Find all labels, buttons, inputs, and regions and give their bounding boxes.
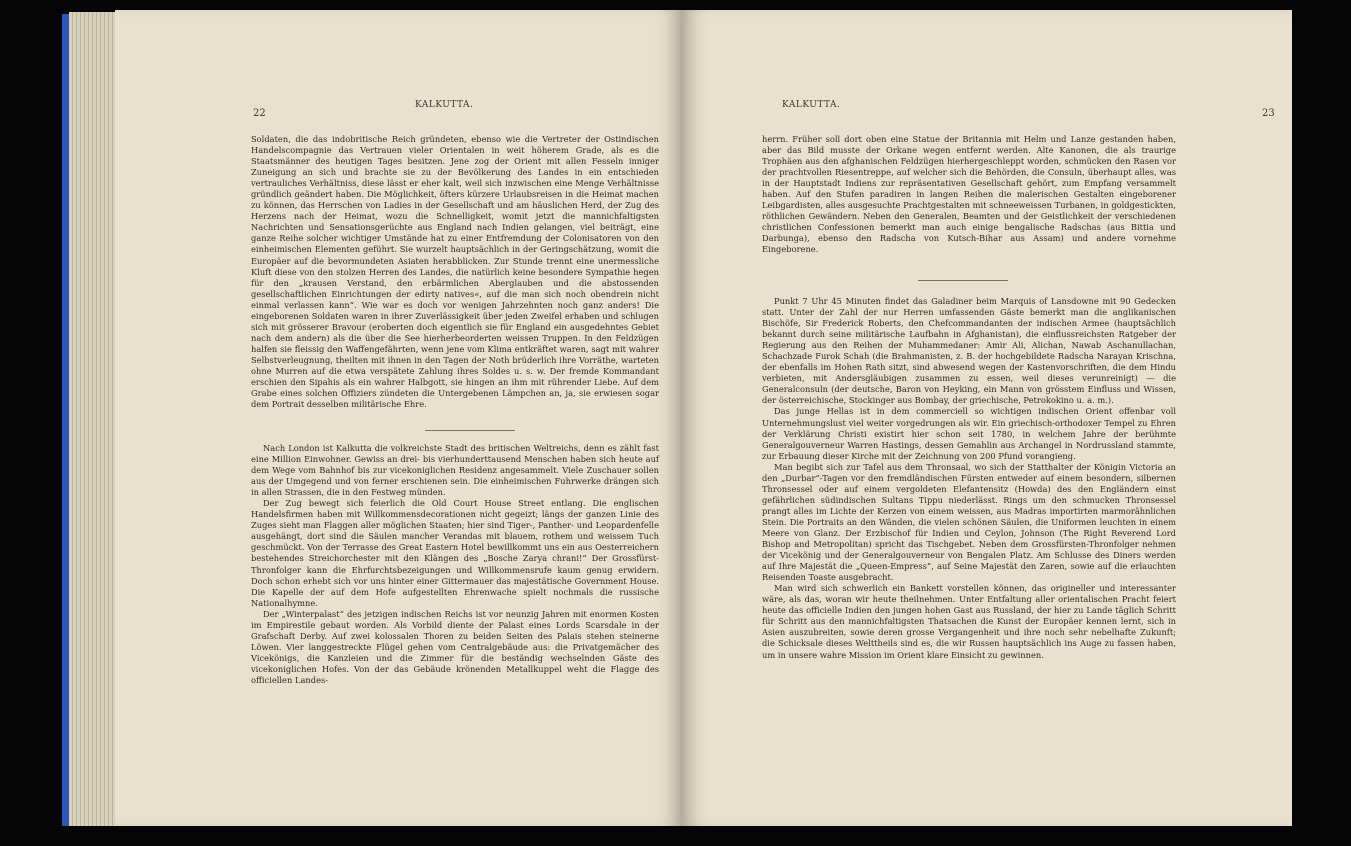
page-number: 23 <box>1262 108 1275 119</box>
left-page <box>115 10 682 826</box>
running-head: KALKUTTA. <box>415 100 474 110</box>
paragraph: Der „Winterpalast“ des jetzigen indischen Reichs ist vor neunzig Jahren mit enormen Kosten im Empirestile gebaut worden. Als Vorbild diente der Palast eines Lords Scarsdale in der Grafschaft Derby. Auf zwei kolossalen Thoren zu beiden Seiten des Palais stehen steinerne Löwen. Vier langgestreckte Flügel gehen vom Centralgebäude aus: die Privatgemächer des Vicekönigs, die Kanzleien und die Zimmer für die beständig wechselnden Gäste des vicekoniglichen Hofes. Von der das Gebäude krönenden Metallkuppel weht die Flagge des officiellen Landes- <box>251 608 659 685</box>
paragraph: Der Zug bewegt sich feierlich die Old Court House Street entlang. Die englischen Handelsfirmen haben mit Willkommensdecorationen nicht gegeizt; längs der ganzen Linie des Zuges sieht man Flaggen aller möglichen Staaten; hier sind Tiger-, Panther- und Leopardenfelle ausgehängt, dort sind die Säulen mancher Verandas mit blauem, rothem und weissem Tuch geschmückt. Von der Terrasse des Great Eastern Hotel bewillkommt uns ein aus Oesterreichern bestehendes Streichorchester mit den Klängen des „Bosche Zarya chrani!“ Der Grossfürst-Thronfolger kann die Ehrfurchtsbezeigungen und Willkommensrufe kaum genug erwidern. Doch schon erhebt sich vor uns hinter einer Gittermauer das majestätische Government House. Die Kapelle der auf dem Hofe aufgestellten Ehrenwache spielt nochmals die russische Nationalhymne. <box>251 498 659 608</box>
paragraph: Soldaten, die das indobritische Reich gründeten, ebenso wie die Vertreter der Ostindischen Handelscompagnie das Vertrauen vieler Orientalen in weit höherem Grade, als es die Staatsmänner des heutigen Tages besitzen. Jene zog der Orient mit allen Fesseln inniger Zuneigung an sich und brachte sie zu der Bevölkerung des Landes in ein entschieden vertrauliches Verhältniss, diese lässt er eher kalt, weil sich inzwischen eine Menge Verhältnisse gründlich geändert haben. Die Möglichkeit, öfters kürzere Urlaubsreisen in die Heimat machen zu können, das Herrschen von Ladies in der Gesellschaft und am häuslichen Herd, der Zug des Herzens nach der Heimat, wozu die Schnelligkeit, womit jetzt die mannichfaltigsten Nachrichten und Sensationsgerüchte aus England nach Indien gelangen, viel beiträgt, eine ganze Reihe solcher wichtiger Umstände hat zu einer Entfremdung der Colonisatoren von den einheimischen Elementen geführt. Sie wurzelt hauptsächlich in der Geringschätzung, womit die Europäer auf die bevormundeten Asiaten herabblicken. Zur Stunde trennt eine unermessliche Kluft diese von den stolzen Herren des Landes, die natürlich keine besondere Sympathie hegen für den „krausen Verstand, den erbärmlichen Aberglauben und die abstossenden gesellschaftlichen Einrichtungen der edirty natives«, auf die man sich noch obendrein nicht einmal verlassen kann“. Wie war es doch vor wenigen Jahrzehnten noch ganz anders! Die eingeborenen Soldaten waren in ihrer Zuverlässigkeit über jeden Zweifel erhaben und schlugen sich mit grösserer Bravour (eroberten doch eigentlich sie für England ein ausgedehntes Gebiet nach dem andern) als die über die See hierherbeorderten weissen Truppen. In den Feldzügen halfen sie fleissig den Waffengefährten, wenn jene vom Klima entkräftet waren, sagt mit wahrer Selbstverleugnung, theilten mit ihnen in den Tagen der Noth brüderlich ihre Vorräthe, warteten ohne Murren auf die etwa verspätete Zahlung ihres Soldes u. s. w. Der fremde Kommandant erschien den Sipahis als ein wahrer Halbgott, sie hingen an ihm mit rührender Liebe. Auf dem Grabe eines solchen Offiziers zündeten die Untergebenen Lämpchen an, ja, sie erwiesen sogar dem Portrait desselben militärische Ehre. <box>251 134 659 410</box>
text-block-2 <box>762 296 1176 661</box>
book-cover-edge <box>62 14 69 826</box>
section-divider <box>425 430 515 431</box>
text-block-2 <box>251 443 659 686</box>
section-divider <box>918 280 1008 281</box>
page-number: 22 <box>253 108 266 119</box>
paragraph: Nach London ist Kalkutta die volkreichste Stadt des britischen Weltreichs, denn es zählt fast eine Million Einwohner. Gewiss an drei- bis vierhunderttausend Menschen haben sich heute auf dem Wege vom Bahnhof bis zur vicekoniglichen Residenz angesammelt. Viele Zuschauer sollen aus der Umgegend und von ferner erschienen sein. Die einheimischen Fuhrwerke drängen sich in allen Strassen, die in den Festweg münden. <box>251 443 659 498</box>
paragraph: Das junge Hellas ist in dem commerciell so wichtigen indischen Orient offenbar voll Unternehmungslust viel weiter vorgedrungen als wir. Ein griechisch-orthodoxer Tempel zu Ehren der Verklärung Christi existirt hier schon seit 1780, in welchem Jahre der berühmte Generalgouverneur Warren Hastings, dessen Gemahlin aus Archangel in Nordrussland stammte, zur Erbauung dieser Kirche mit der Zeichnung von 200 Pfund vorangieng. <box>762 406 1176 461</box>
text-block-1 <box>762 134 1176 256</box>
text-block-1 <box>251 134 659 410</box>
paragraph: herrn. Früher soll dort oben eine Statue der Britannia mit Helm und Lanze gestanden haben, aber das Bild musste der Orkane wegen entfernt werden. Alte Kanonen, die als traurige Trophäen aus den afghanischen Feldzügen hierhergeschleppt worden, schmücken den Rasen vor der prachtvollen Riesentreppe, auf welcher sich die Behörden, die Consuln, überhaupt alles, was in der Hauptstadt Indiens zur repräsentativen Gesellschaft gehört, zum Empfang versammelt haben. Auf den Stufen paradiren in langen Reihen die malerischen Gestalten eingeborener Leibgardisten, alles ausgesuchte Prachtgestalten mit schneeweissen Turbanen, in goldgestickten, röthlichen Gewändern. Neben den Generalen, Beamten und der Geistlichkeit der verschiedenen christlichen Confessionen bemerkt man auch einige bengalische Radschas (aus Bittia und Darbunga), ebenso den Radscha von Kutsch-Bihar aus Assam) und andere vornehme Eingeborene. <box>762 134 1176 255</box>
page-stack-edge <box>69 12 115 826</box>
paragraph: Punkt 7 Uhr 45 Minuten findet das Galadiner beim Marquis of Lansdowne mit 90 Gedecken statt. Unter der Zahl der nur Herren umfassenden Gäste bemerkt man die anglikanischen Bischöfe, Sir Frederick Roberts, den Chefcommandanten der indischen Armee (hauptsächlich bekannt durch seine militärische Laufbahn in Afghanistan), die einflussreichsten Ratgeber der Regierung aus den Reihen der Muhammedaner: Amir Ali, Alichan, Nawab Aschanullachan, Schachzade Furok Schah (die Brahmanisten, z. B. der hochgebildete Radscha Narayan Krischna, der ebenfalls im Hohen Rath sitzt, sind abwesend wegen der Kastenvorschriften, die dem Hindu verbieten, mit Andersgläubigen zusammen zu essen, weil dieses verunreinigt) — die Generalconsuln (der deutsche, Baron von Heyking, ein Mann von grösstem Einfluss und Wissen, der österreichische, Stockinger aus Bombay, der griechische, Petrokokino u. a. m.). <box>762 296 1176 406</box>
running-head: KALKUTTA. <box>782 100 841 110</box>
paragraph: Man begibt sich zur Tafel aus dem Thronsaal, wo sich der Statthalter der Königin Victoria an den „Durbar“-Tagen vor den fremdländischen Fürsten entweder auf einem besondern, silbernen Thronsessel oder auf einem vergoldeten Elefantensitz (Howda) des den Engländern einst gefährlichen südindischen Sultans Tippu niederlässt. Rings um den schmucken Thronsessel prangt alles im Lichte der Kerzen von einem weissen, aus Madras importirten marmorähnlichen Stein. Die Portraits an den Wänden, die vielen schönen Säulen, die Uniformen leuchten in einem Meere von Glanz. Der Erzbischof für Indien und Ceylon, Johnson (The Right Reverend Lord Bishop and Metropolitan) spricht das Tischgebet. Neben dem Grossfürsten-Thronfolger nehmen der Vicekönig und der Generalgouverneur von Bengalen Platz. Am Schlusse des Diners werden auf Ihre Majestät die „Queen-Empress“, auf Seine Majestät den Zaren, sowie auf die erlauchten Reisenden Toaste ausgebracht. <box>762 461 1176 583</box>
paragraph: Man wird sich schwerlich ein Bankett vorstellen können, das origineller und interessanter wäre, als das, woran wir heute theilnehmen. Unter Entfaltung aller orientalischen Pracht feiert heute das officielle Indien den jungen hohen Gast aus Russland, der hier zu Lande täglich Schritt für Schritt aus den mannichfaltigsten Thatsachen die Kunst der Europäer kennen lernt, sich in Asien auszubreiten, sowie deren grosse Vergangenheit und ihre noch sehr nebelhafte Zukunft; die Schicksale dieses Welttheils sind es, die wir Russen hauptsächlich ins Auge zu fassen haben, um in unsere wahre Mission im Orient klare Einsicht zu gewinnen. <box>762 583 1176 660</box>
right-page <box>682 10 1292 826</box>
